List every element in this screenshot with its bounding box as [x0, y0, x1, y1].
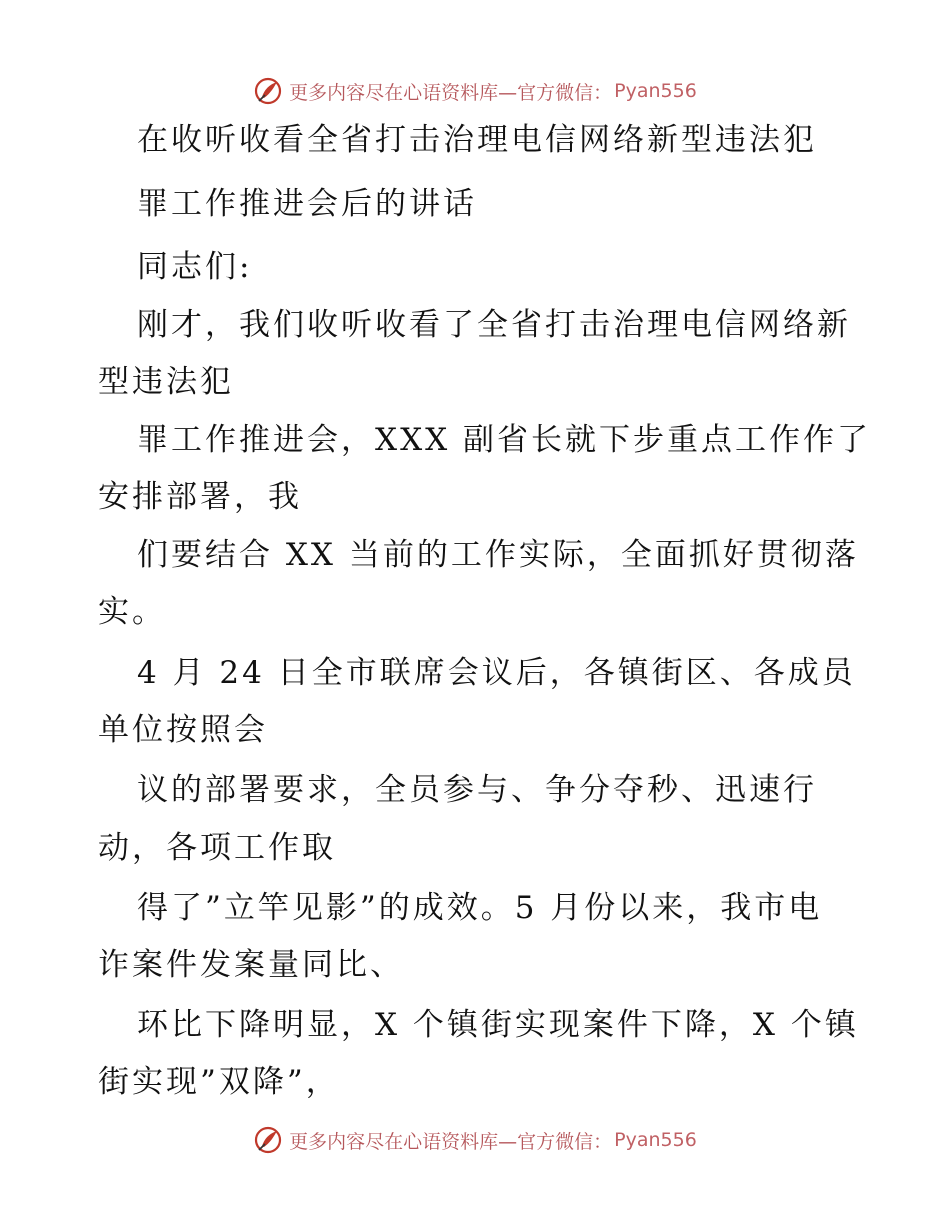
- paragraph-line: 实。: [98, 594, 166, 630]
- paragraph-line: 单位按照会: [98, 712, 268, 748]
- paragraph-line: 型违法犯: [98, 364, 234, 400]
- leaf-pen-logo-icon: [253, 76, 283, 106]
- salutation: 同志们:: [137, 249, 253, 285]
- watermark-wechat-id: Pyan556: [614, 80, 697, 102]
- paragraph-line: 动，各项工作取: [98, 830, 336, 866]
- paragraph-line: 得了”立竿见影”的成效。5 月份以来，我市电: [137, 890, 823, 926]
- paragraph-line: 安排部署，我: [98, 479, 302, 515]
- leaf-pen-logo-icon: [253, 1125, 283, 1155]
- doc-title-line-1: 在收听收看全省打击治理电信网络新型违法犯: [137, 122, 817, 158]
- paragraph-line: 议的部署要求，全员参与、争分夺秒、迅速行: [137, 772, 817, 808]
- paragraph-line: 诈案件发案量同比、: [98, 947, 404, 983]
- watermark-text: 更多内容尽在心语资料库—官方微信：: [289, 81, 613, 104]
- header-watermark: [0, 71, 950, 111]
- paragraph-line: 街实现”双降”，: [98, 1064, 340, 1100]
- footer-watermark: [0, 1120, 950, 1160]
- watermark-text: 更多内容尽在心语资料库—官方微信：: [289, 1130, 613, 1153]
- paragraph-line: 4 月 24 日全市联席会议后，各镇街区、各成员: [137, 655, 856, 691]
- watermark-wechat-id: Pyan556: [614, 1129, 697, 1151]
- paragraph-line: 环比下降明显，X 个镇街实现案件下降，X 个镇: [137, 1007, 859, 1043]
- doc-title-line-2: 罪工作推进会后的讲话: [137, 186, 477, 222]
- paragraph-line: 刚才，我们收听收看了全省打击治理电信网络新: [137, 307, 851, 343]
- paragraph-line: 们要结合 XX 当前的工作实际，全面抓好贯彻落: [137, 537, 859, 573]
- paragraph-line: 罪工作推进会，XXX 副省长就下步重点工作作了: [137, 422, 872, 458]
